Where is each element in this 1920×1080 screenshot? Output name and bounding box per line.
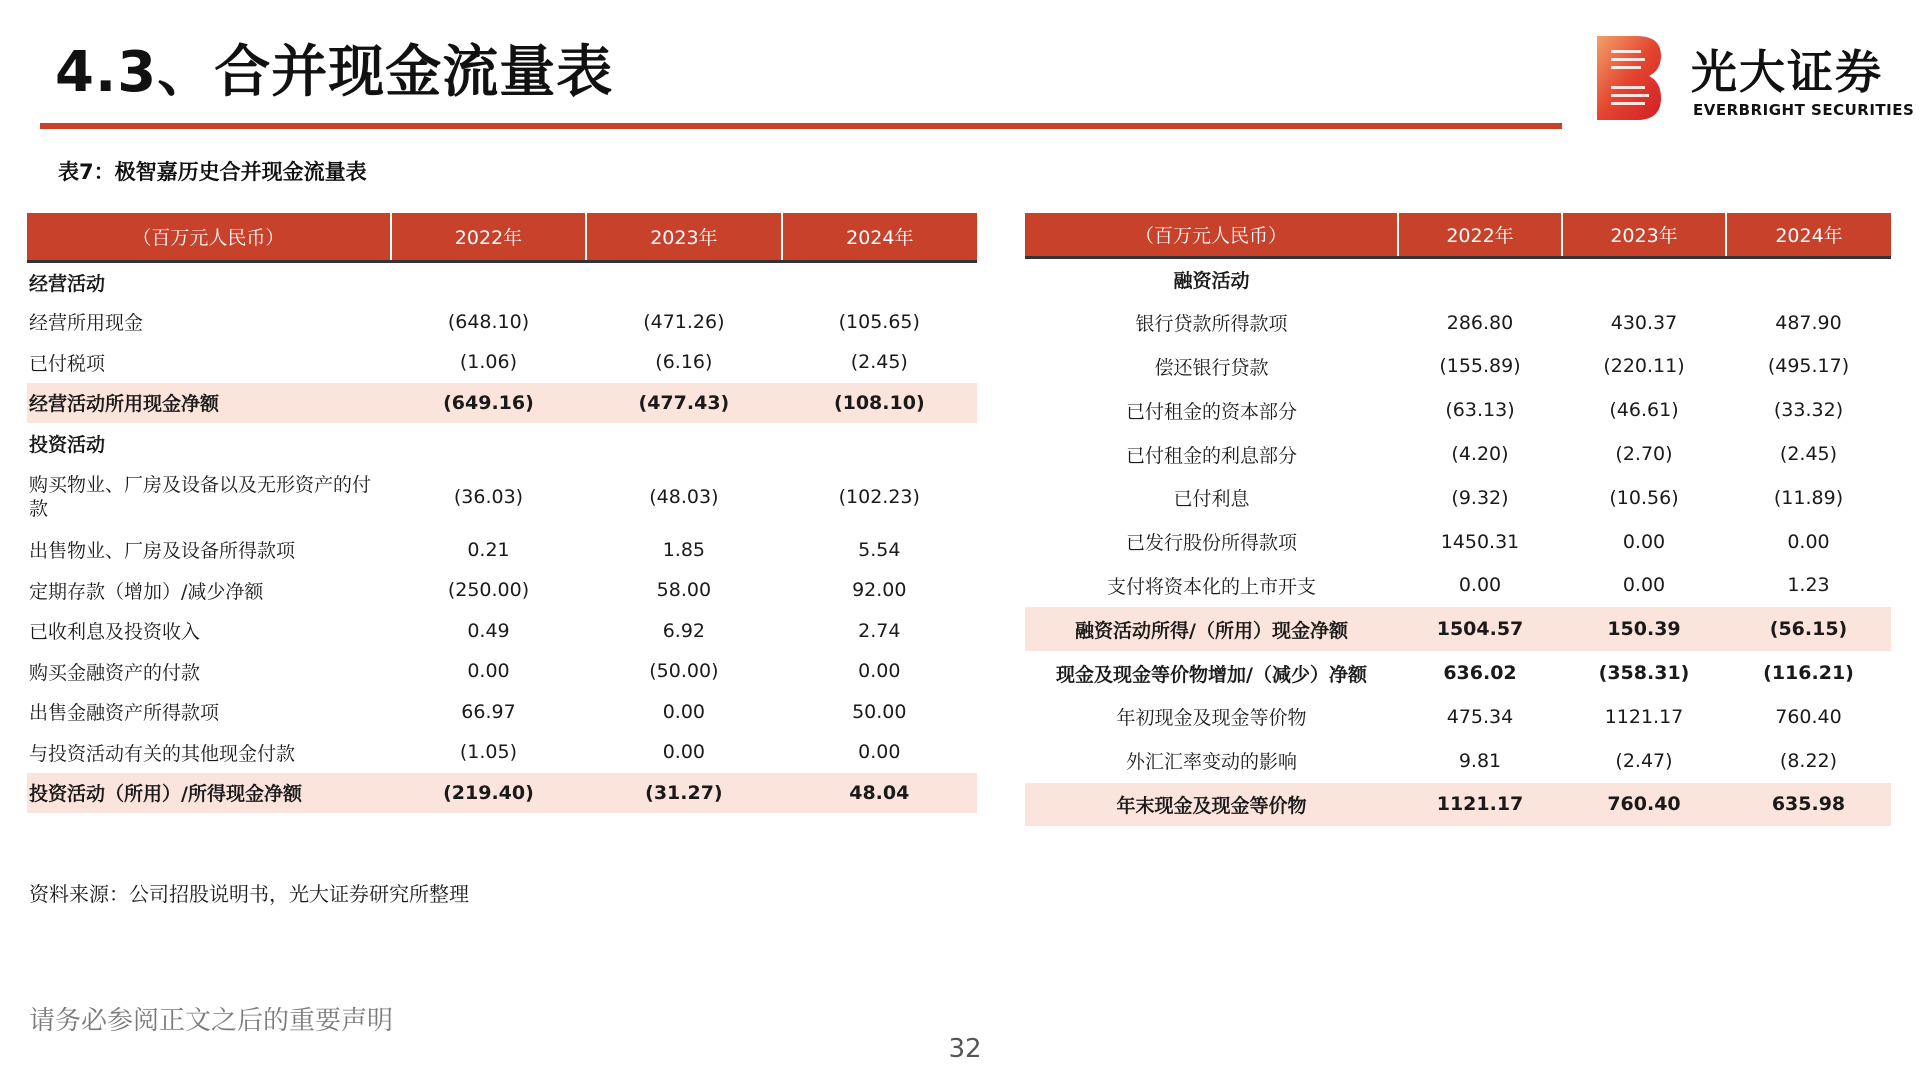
subtotal-row bbox=[27, 383, 977, 424]
row-label: 已收利息及投资收入 bbox=[29, 621, 201, 644]
cell-value: (2.47) bbox=[1615, 749, 1673, 772]
everbright-logo-icon bbox=[1597, 36, 1661, 120]
cell-value: 9.81 bbox=[1458, 749, 1502, 772]
table-row bbox=[27, 342, 977, 383]
cell-value: (2.70) bbox=[1615, 443, 1673, 466]
cell-value bbox=[1562, 257, 1726, 301]
cell-value: (50.00) bbox=[649, 660, 719, 683]
table-row bbox=[1025, 651, 1891, 695]
cell-value: (10.56) bbox=[1609, 486, 1679, 509]
cell-value: 0.00 bbox=[1622, 530, 1666, 553]
column-header-2023: 2023年 bbox=[586, 213, 781, 261]
cell-value: (649.16) bbox=[391, 383, 586, 424]
row-label: 出售物业、厂房及设备所得款项 bbox=[29, 540, 296, 563]
row-label: 银行贷款所得款项 bbox=[1135, 313, 1288, 336]
cell-value: (36.03) bbox=[453, 485, 524, 508]
row-label: 经营所用现金 bbox=[29, 312, 144, 335]
section-row-operating bbox=[27, 261, 977, 302]
table-row bbox=[27, 651, 977, 692]
cell-value: (4.20) bbox=[1451, 443, 1509, 466]
row-label: 已付利息 bbox=[1173, 488, 1250, 511]
cell-value: 0.00 bbox=[662, 741, 706, 764]
title-divider bbox=[40, 123, 1562, 129]
table-header-row bbox=[1025, 213, 1891, 257]
source-note: 资料来源：公司招股说明书，光大证券研究所整理 bbox=[29, 882, 469, 906]
row-label: 出售金融资产所得款项 bbox=[29, 702, 220, 725]
cell-value: 0.00 bbox=[858, 660, 901, 683]
table-row bbox=[27, 302, 977, 343]
cell-value: (46.61) bbox=[1609, 399, 1679, 422]
cell-value: (250.00) bbox=[447, 579, 530, 602]
row-label: 已付租金的资本部分 bbox=[1125, 400, 1297, 423]
cell-value: 66.97 bbox=[461, 700, 516, 723]
cell-value bbox=[1726, 257, 1891, 301]
table-row bbox=[1025, 739, 1891, 783]
row-label: 支付将资本化的上市开支 bbox=[1106, 575, 1316, 598]
row-label: 外汇汇率变动的影响 bbox=[1125, 751, 1297, 774]
cell-value: (116.21) bbox=[1763, 662, 1854, 685]
row-label: 年末现金及现金等价物 bbox=[1025, 783, 1398, 827]
cell-value: (63.13) bbox=[1445, 399, 1515, 422]
cell-value: (1.05) bbox=[459, 741, 518, 764]
cell-value: 636.02 bbox=[1443, 662, 1517, 685]
cell-value: 760.40 bbox=[1562, 783, 1726, 827]
table-row bbox=[1025, 695, 1891, 739]
row-label: 定期存款（增加）/减少净额 bbox=[29, 580, 264, 603]
cell-value: 2.74 bbox=[858, 619, 901, 642]
cell-value bbox=[586, 261, 781, 302]
subtotal-row bbox=[27, 773, 977, 814]
row-label: 偿还银行贷款 bbox=[1154, 356, 1269, 379]
section-row-investing bbox=[27, 423, 977, 464]
cell-value: 430.37 bbox=[1610, 311, 1678, 334]
cell-value: 635.98 bbox=[1726, 783, 1891, 827]
cell-value: 1121.17 bbox=[1604, 705, 1684, 728]
cell-value: 0.00 bbox=[1622, 574, 1666, 597]
column-header-unit: （百万元人民币） bbox=[1025, 213, 1398, 257]
cell-value: 1.85 bbox=[662, 538, 706, 561]
column-header-unit: （百万元人民币） bbox=[27, 213, 391, 261]
cell-value bbox=[586, 423, 781, 464]
column-header-2024: 2024年 bbox=[1726, 213, 1891, 257]
cell-value: (477.43) bbox=[586, 383, 781, 424]
cell-value: (495.17) bbox=[1767, 355, 1850, 378]
row-label: 年初现金及现金等价物 bbox=[1116, 707, 1307, 730]
cell-value: (219.40) bbox=[391, 773, 586, 814]
table-row bbox=[27, 464, 977, 530]
table-row bbox=[27, 530, 977, 571]
table-row bbox=[27, 570, 977, 611]
table-row bbox=[1025, 432, 1891, 476]
table-header-row bbox=[27, 213, 977, 261]
cell-value: 1450.31 bbox=[1440, 530, 1520, 553]
cell-value: (6.16) bbox=[655, 351, 713, 374]
row-label: 经营活动 bbox=[29, 272, 106, 295]
cell-value: 1504.57 bbox=[1398, 607, 1562, 651]
table-row bbox=[27, 692, 977, 733]
row-label: 已付租金的利息部分 bbox=[1125, 444, 1297, 467]
row-label: 经营活动所用现金净额 bbox=[27, 383, 391, 424]
cashflow-table-financing bbox=[1025, 213, 1891, 826]
table-row bbox=[1025, 345, 1891, 389]
cell-value: (33.32) bbox=[1773, 399, 1844, 422]
logo-cn-text: 光大证券 bbox=[1691, 45, 1883, 99]
cell-value: (2.45) bbox=[1779, 443, 1838, 466]
cell-value: 286.80 bbox=[1446, 311, 1514, 334]
row-label: 现金及现金等价物增加/（减少）净额 bbox=[1056, 663, 1367, 686]
cell-value: (11.89) bbox=[1773, 486, 1844, 509]
table-row bbox=[1025, 301, 1891, 345]
cell-value: (105.65) bbox=[838, 310, 920, 333]
cell-value: 0.00 bbox=[1458, 574, 1502, 597]
cell-value: (358.31) bbox=[1598, 662, 1690, 685]
cell-value: (471.26) bbox=[643, 310, 725, 333]
table-row bbox=[27, 732, 977, 773]
table-row bbox=[1025, 564, 1891, 608]
row-label: 投资活动 bbox=[29, 433, 106, 456]
table-caption: 表7：极智嘉历史合并现金流量表 bbox=[58, 160, 367, 184]
row-label: 购买物业、厂房及设备以及无形资产的付款 bbox=[29, 473, 372, 520]
column-header-2022: 2022年 bbox=[391, 213, 586, 261]
row-label: 融资活动 bbox=[1173, 270, 1250, 293]
row-label: 已发行股份所得款项 bbox=[1125, 532, 1297, 555]
cell-value: (648.10) bbox=[447, 310, 530, 333]
cell-value: (102.23) bbox=[838, 485, 920, 508]
table-row bbox=[27, 611, 977, 652]
cell-value bbox=[1398, 257, 1562, 301]
cell-value bbox=[391, 261, 586, 302]
cell-value bbox=[782, 423, 977, 464]
table-row bbox=[1025, 520, 1891, 564]
row-label: 已付税项 bbox=[29, 352, 106, 375]
page-title: 4.3、合并现金流量表 bbox=[55, 40, 614, 105]
row-label: 融资活动所得/（所用）现金净额 bbox=[1025, 607, 1398, 651]
brand-logo bbox=[1597, 36, 1915, 124]
column-header-2024: 2024年 bbox=[782, 213, 977, 261]
cell-value: (155.89) bbox=[1439, 355, 1521, 378]
subtotal-row bbox=[1025, 607, 1891, 651]
logo-en-text: EVERBRIGHT SECURITIES bbox=[1693, 101, 1915, 119]
footer-disclaimer: 请务必参阅正文之后的重要声明 bbox=[29, 1006, 394, 1036]
table-row bbox=[1025, 476, 1891, 520]
cell-value: 1121.17 bbox=[1398, 783, 1562, 827]
cell-value: (2.45) bbox=[850, 351, 908, 374]
cell-value: 5.54 bbox=[858, 538, 901, 561]
cell-value: 50.00 bbox=[852, 700, 907, 723]
cell-value: (1.06) bbox=[459, 351, 518, 374]
cell-value: 150.39 bbox=[1562, 607, 1726, 651]
cell-value: 487.90 bbox=[1775, 311, 1842, 334]
cell-value: (31.27) bbox=[586, 773, 781, 814]
cell-value: 760.40 bbox=[1775, 705, 1842, 728]
row-label: 购买金融资产的付款 bbox=[29, 661, 201, 684]
cell-value: 0.49 bbox=[467, 619, 510, 642]
row-label: 与投资活动有关的其他现金付款 bbox=[29, 742, 296, 765]
cell-value: (48.03) bbox=[649, 485, 719, 508]
cell-value: 0.00 bbox=[467, 660, 510, 683]
cell-value: (9.32) bbox=[1451, 486, 1509, 509]
section-row-financing bbox=[1025, 257, 1891, 301]
cell-value: 92.00 bbox=[852, 579, 907, 602]
cell-value: 475.34 bbox=[1446, 705, 1514, 728]
table-row bbox=[1025, 388, 1891, 432]
page-number: 32 bbox=[948, 1034, 982, 1064]
cell-value: 0.00 bbox=[662, 700, 706, 723]
cell-value: 0.00 bbox=[1787, 530, 1830, 553]
cashflow-table-operating-investing bbox=[27, 213, 977, 813]
subtotal-row bbox=[1025, 783, 1891, 827]
cell-value: (108.10) bbox=[782, 383, 977, 424]
cell-value: 6.92 bbox=[662, 619, 706, 642]
cell-value bbox=[391, 423, 586, 464]
cell-value: 1.23 bbox=[1787, 574, 1830, 597]
cell-value: 48.04 bbox=[782, 773, 977, 814]
column-header-2022: 2022年 bbox=[1398, 213, 1562, 257]
column-header-2023: 2023年 bbox=[1562, 213, 1726, 257]
cell-value bbox=[782, 261, 977, 302]
cell-value: (56.15) bbox=[1726, 607, 1891, 651]
cell-value: 0.00 bbox=[858, 741, 901, 764]
cell-value: (220.11) bbox=[1603, 355, 1685, 378]
cell-value: 58.00 bbox=[656, 579, 712, 602]
cell-value: (8.22) bbox=[1779, 749, 1838, 772]
row-label: 投资活动（所用）/所得现金净额 bbox=[27, 773, 391, 814]
cell-value: 0.21 bbox=[467, 538, 510, 561]
